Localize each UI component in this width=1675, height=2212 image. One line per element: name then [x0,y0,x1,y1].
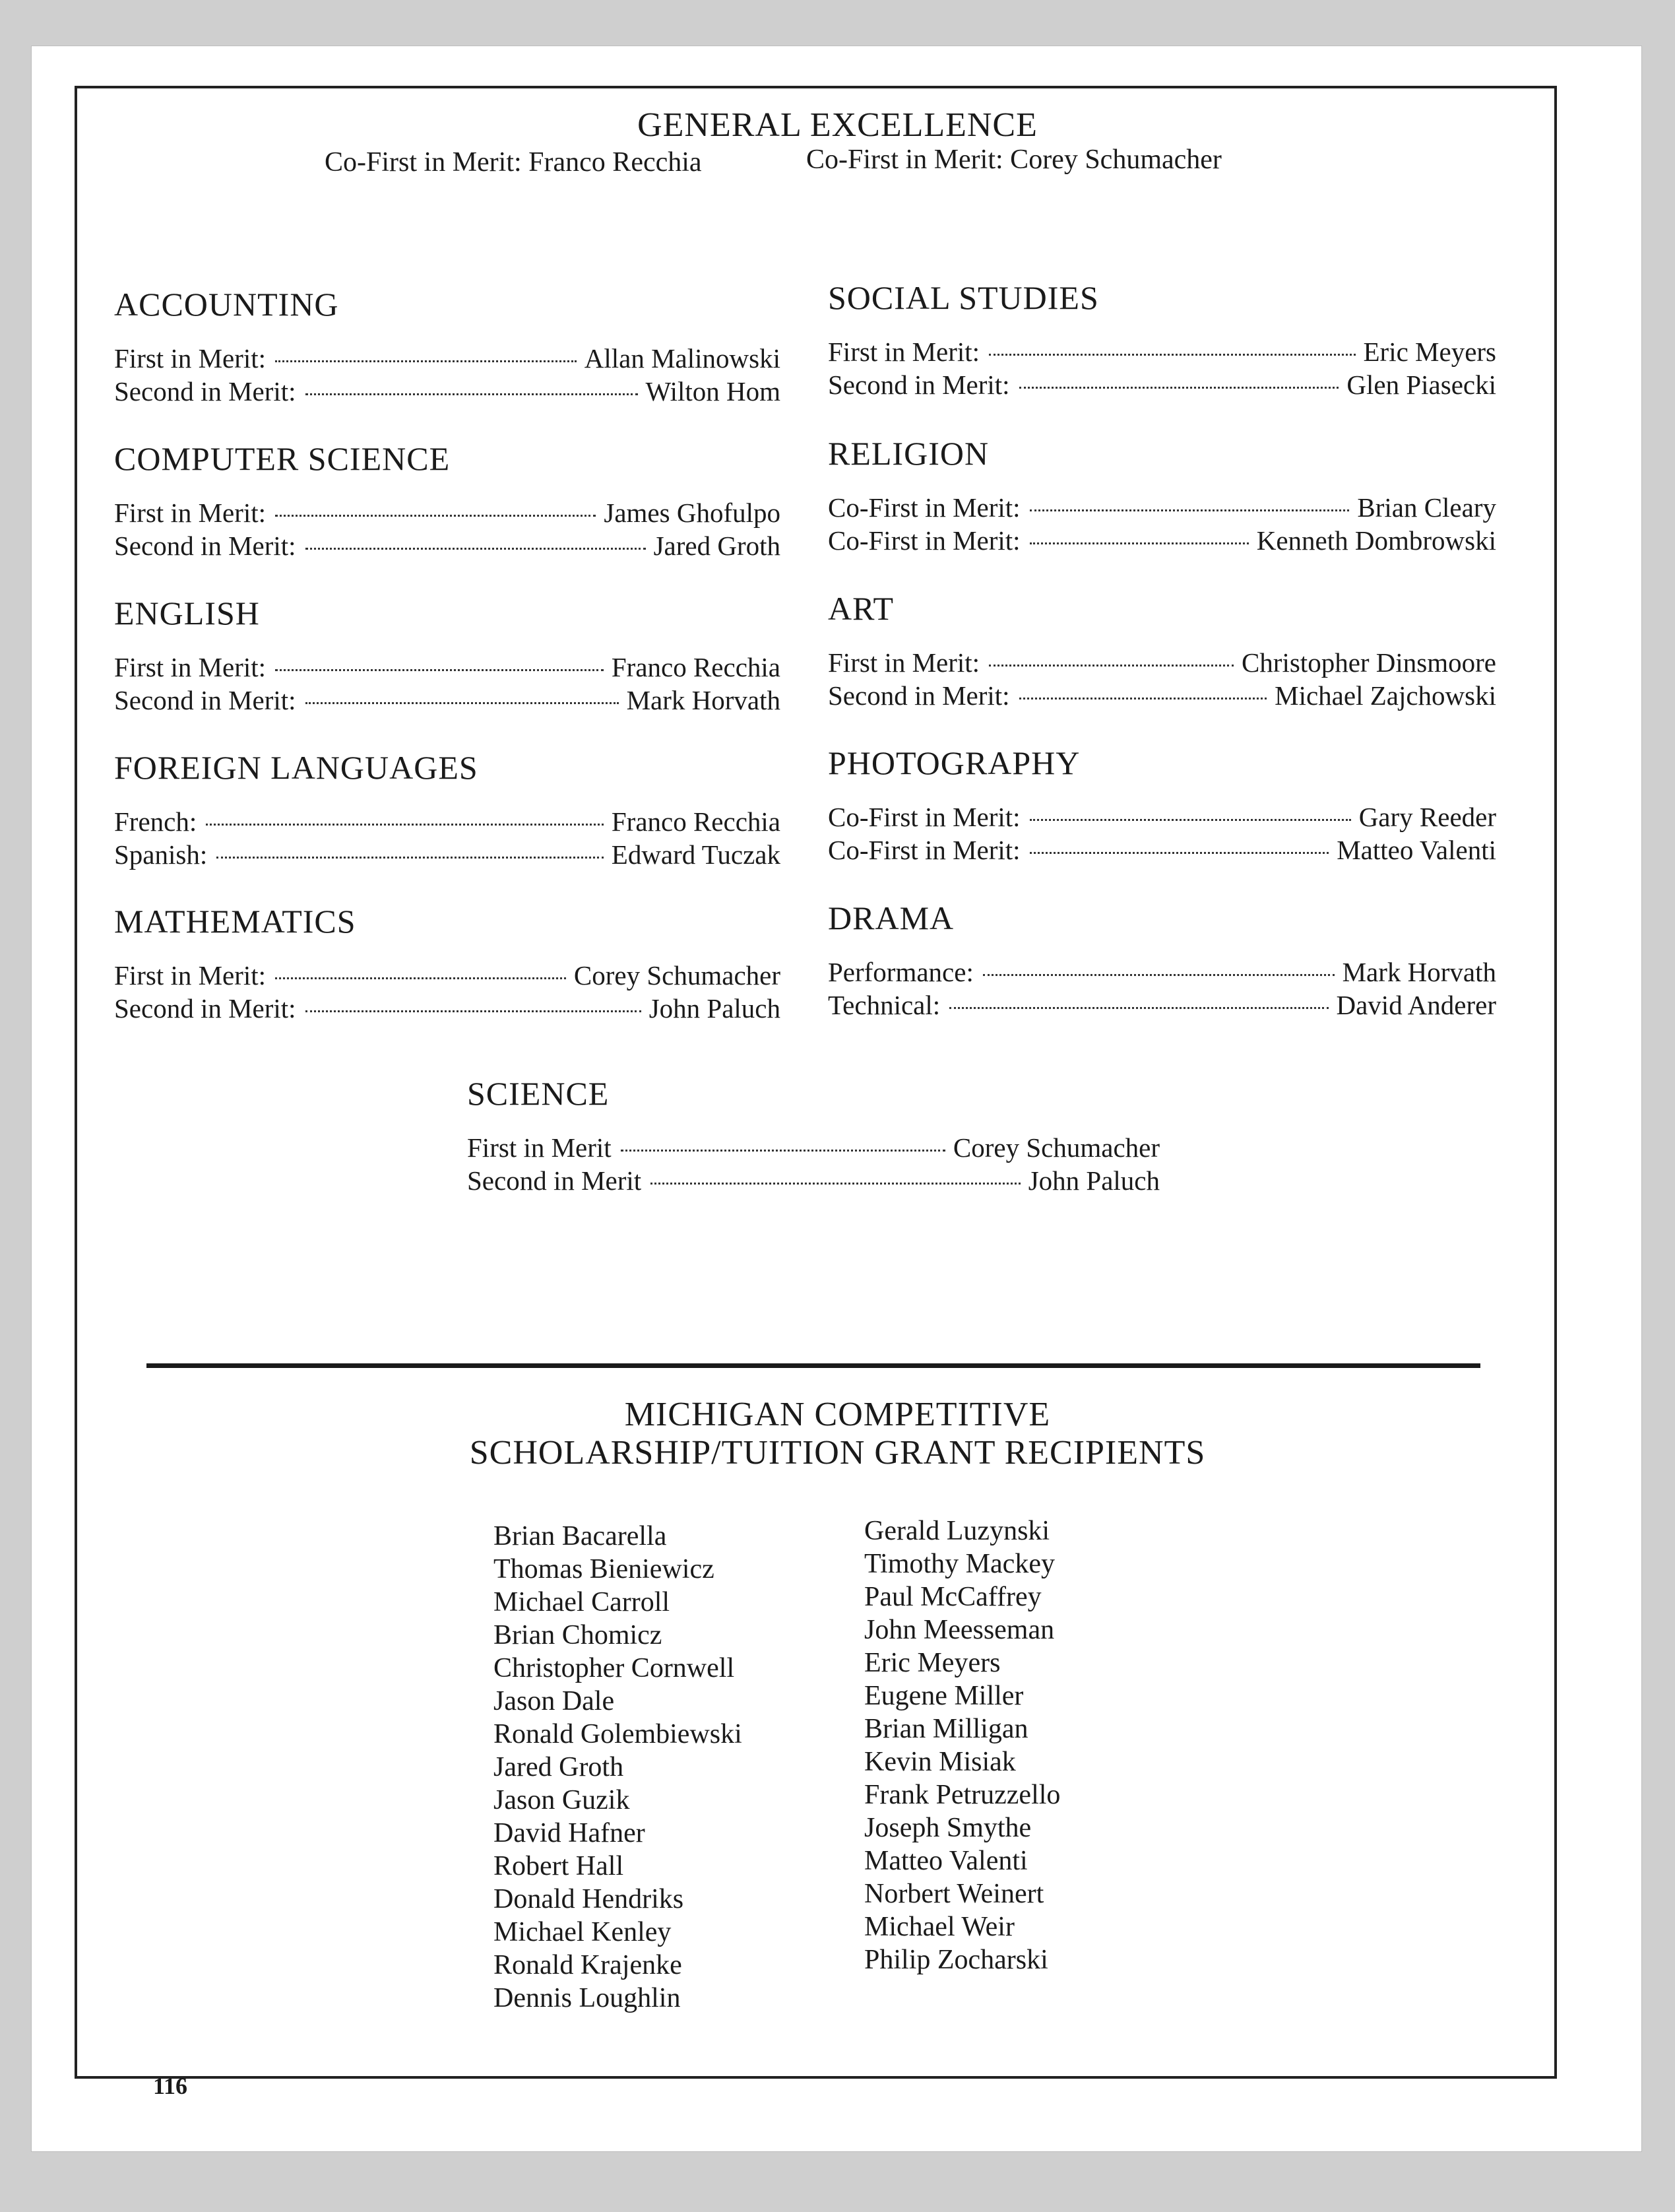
section-title: RELIGION [828,435,990,472]
dot-leader [621,1150,945,1152]
award-row [828,989,1496,1022]
dot-leader [983,974,1335,976]
recipient-name: Frank Petruzzello [864,1780,1061,1810]
award-name: Corey Schumacher [953,1132,1160,1163]
recipient-name: Eugene Miller [864,1681,1024,1711]
award-name: Edward Tuczak [611,839,780,870]
award-row [114,684,780,717]
award-label: First in Merit: [114,498,267,528]
section-title: SCIENCE [467,1075,610,1112]
section-divider-rule [146,1363,1480,1368]
award-label: Second in Merit [467,1165,642,1196]
recipient-name: Michael Kenley [493,1917,672,1947]
award-name: Michael Zajchowski [1275,680,1496,711]
dot-leader [1030,852,1329,854]
award-label: Second in Merit: [114,685,296,715]
award-row [828,335,1496,368]
dot-leader [305,393,638,395]
section-religion [828,434,1496,557]
section-art [828,589,1496,712]
dot-leader [1019,698,1267,699]
section-title: ACCOUNTING [114,286,339,323]
section-computer-science [114,439,780,562]
section-title: PHOTOGRAPHY [828,744,1081,781]
award-label: Technical: [828,990,941,1020]
award-row [467,1131,1160,1164]
dot-leader [305,702,619,704]
award-label: First in Merit: [114,652,267,682]
award-row [828,833,1496,866]
recipient-name: Matteo Valenti [864,1846,1028,1876]
section-english [114,594,780,717]
award-name: Corey Schumacher [573,960,780,991]
section-mathematics [114,902,780,1025]
recipient-name: Gerald Luzynski [864,1516,1050,1546]
award-label: First in Merit: [828,647,980,678]
award-label: Co-First in Merit: [828,525,1021,556]
award-name: Matteo Valenti [1337,835,1496,865]
award-label: First in Merit: [114,960,267,991]
award-name: Jared Groth [653,531,780,561]
award-label: Second in Merit: [114,531,296,561]
section-foreign-languages [114,748,780,871]
award-label: Spanish: [114,839,208,870]
recipient-name: Timothy Mackey [864,1549,1055,1579]
co-first-recchia: Co-First in Merit: Franco Recchia [325,147,702,178]
award-row [828,524,1496,557]
award-label: Second in Merit: [114,376,296,407]
dot-leader [650,1183,1021,1185]
award-name: Wilton Hom [645,376,780,407]
recipient-name: Thomas Bieniewicz [493,1554,714,1584]
award-name: John Paluch [648,993,780,1024]
dot-leader [216,857,604,859]
recipient-name: Dennis Loughlin [493,1983,681,2013]
award-name: Kenneth Dombrowski [1256,525,1496,556]
recipient-name: Michael Carroll [493,1587,670,1617]
award-label: Performance: [828,957,974,987]
section-title: FOREIGN LANGUAGES [114,749,478,786]
recipient-name: Robert Hall [493,1851,624,1881]
award-row [114,959,780,992]
award-label: First in Merit: [828,337,980,367]
award-name: Mark Horvath [1342,957,1496,987]
award-label: Co-First in Merit: [828,835,1021,865]
section-accounting [114,285,780,408]
award-name: Allan Malinowski [584,343,780,374]
section-title: SOCIAL STUDIES [828,279,1099,316]
page-number: 116 [153,2073,188,2099]
dot-leader [275,360,577,362]
award-name: James Ghofulpo [604,498,780,528]
scholarship-title-line1: MICHIGAN COMPETITIVE [624,1396,1051,1433]
award-row [828,679,1496,712]
award-name: Christopher Dinsmoore [1241,647,1496,678]
recipient-name: Jason Guzik [493,1785,630,1815]
recipient-name: Donald Hendriks [493,1884,684,1914]
dot-leader [1030,542,1249,544]
recipient-name: Jared Groth [493,1752,624,1782]
recipient-name: Brian Bacarella [493,1521,667,1551]
award-label: Second in Merit: [828,680,1010,711]
recipients-list-left [493,1520,742,2015]
award-row [828,956,1496,989]
recipient-name: Norbert Weinert [864,1879,1044,1909]
recipient-name: Christopher Cornwell [493,1653,735,1683]
section-photography [828,744,1496,866]
section-science [467,1074,1160,1197]
award-row [114,805,780,838]
co-first-schumacher: Co-First in Merit: Corey Schumacher [806,145,1222,175]
award-row [114,529,780,562]
dot-leader [275,669,604,671]
general-excellence-title: GENERAL EXCELLENCE [637,106,1038,144]
section-title: MATHEMATICS [114,903,356,940]
recipient-name: Jason Dale [493,1686,615,1716]
dot-leader [1019,387,1339,389]
recipients-list-right [864,1514,1060,1976]
award-label: First in Merit: [114,343,267,374]
award-row [114,496,780,529]
scholarship-title-line2: SCHOLARSHIP/TUITION GRANT RECIPIENTS [469,1434,1206,1472]
dot-leader [949,1007,1328,1009]
dot-leader [206,824,604,826]
award-row [828,368,1496,401]
dot-leader [989,665,1234,667]
award-label: Second in Merit: [828,370,1010,400]
award-row [114,342,780,375]
award-row [114,838,780,871]
recipient-name: Ronald Krajenke [493,1950,682,1980]
award-label: First in Merit [467,1132,612,1163]
recipient-name: David Hafner [493,1818,645,1848]
dot-leader [305,548,646,550]
section-title: COMPUTER SCIENCE [114,440,451,477]
award-row [828,491,1496,524]
award-name: John Paluch [1028,1165,1160,1196]
award-name: Mark Horvath [626,685,780,715]
dot-leader [989,354,1355,356]
award-row [828,800,1496,833]
section-title: DRAMA [828,899,955,936]
recipient-name: John Meesseman [864,1615,1055,1645]
award-label: Co-First in Merit: [828,802,1021,832]
dot-leader [275,515,596,517]
section-title: ART [828,590,894,627]
award-name: Glen Piasecki [1346,370,1496,400]
recipient-name: Ronald Golembiewski [493,1719,742,1749]
dot-leader [1030,819,1351,821]
dot-leader [275,977,566,979]
recipient-name: Paul McCaffrey [864,1582,1042,1612]
recipient-name: Brian Milligan [864,1714,1028,1744]
recipient-name: Philip Zocharski [864,1945,1048,1975]
award-name: Eric Meyers [1363,337,1496,367]
recipient-name: Eric Meyers [864,1648,1001,1678]
award-row [114,375,780,408]
award-label: Co-First in Merit: [828,492,1021,523]
dot-leader [1030,509,1350,511]
award-name: Brian Cleary [1357,492,1496,523]
award-label: Second in Merit: [114,993,296,1024]
award-label: French: [114,806,197,837]
recipient-name: Michael Weir [864,1912,1015,1942]
recipient-name: Joseph Smythe [864,1813,1032,1843]
recipient-name: Brian Chomicz [493,1620,662,1650]
award-name: Franco Recchia [611,806,780,837]
award-row [114,651,780,684]
award-row [828,646,1496,679]
award-name: David Anderer [1336,990,1496,1020]
section-drama [828,899,1496,1022]
award-row [467,1164,1160,1197]
award-row [114,992,780,1025]
recipient-name: Kevin Misiak [864,1747,1016,1777]
section-social-studies [828,278,1496,401]
dot-leader [305,1010,641,1012]
section-title: ENGLISH [114,595,260,632]
award-name: Gary Reeder [1358,802,1496,832]
award-name: Franco Recchia [611,652,780,682]
